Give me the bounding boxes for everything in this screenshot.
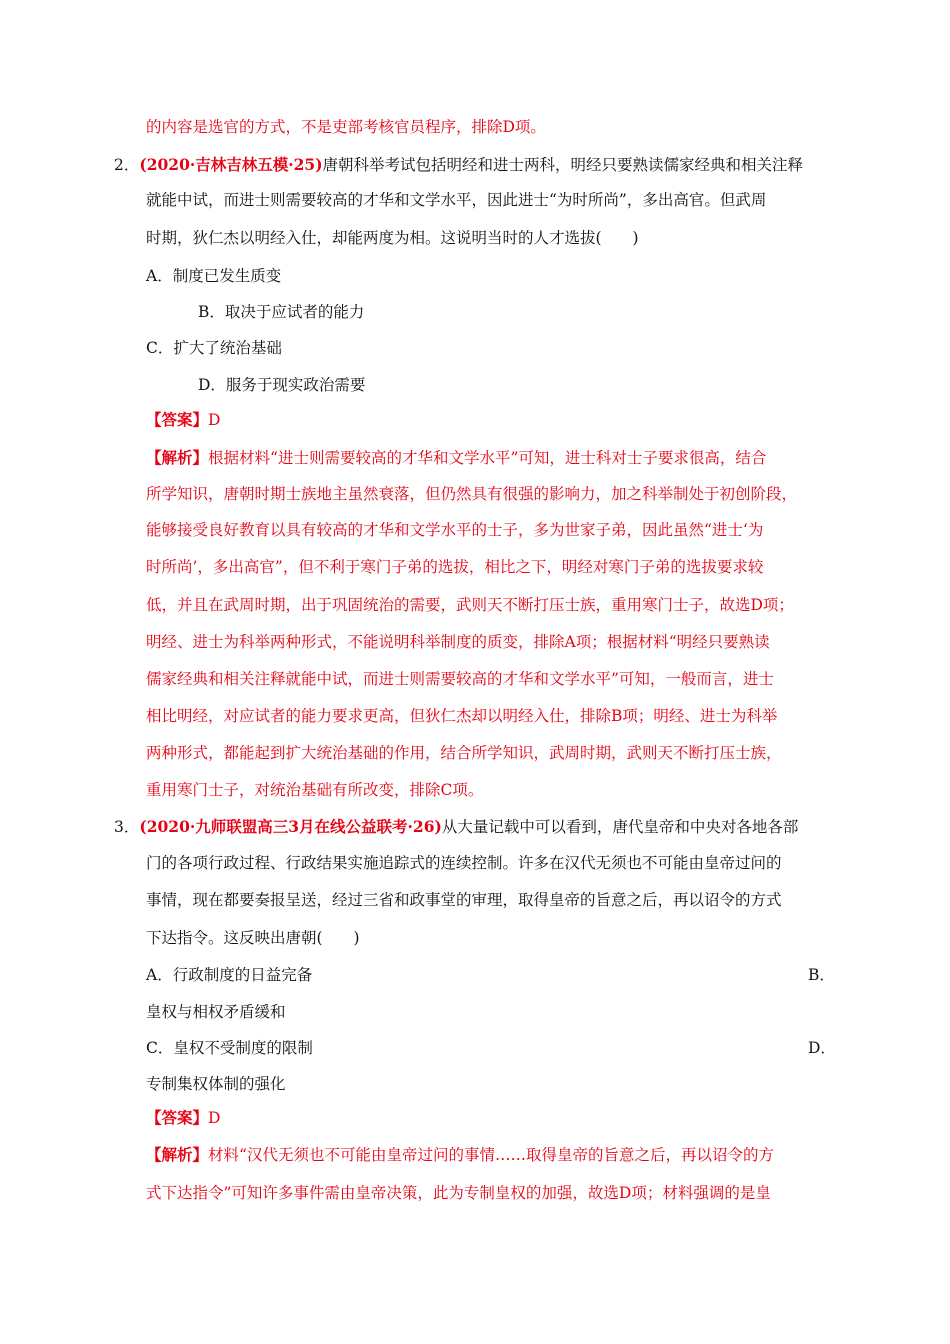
q3-source: (2020·九师联盟高三3月在线公益联考·26): [139, 817, 442, 836]
q2-option-d: D．服务于现实政治需要: [198, 376, 366, 394]
q2-number: 2．: [114, 156, 140, 174]
q3-stem-line-3: 事情，现在都要奏报呈送，经过三省和政事堂的审理，取得皇帝的旨意之后，再以诏令的方式: [146, 891, 782, 909]
q2-stem-line-1: [114, 155, 803, 175]
q2-answer-value: D: [208, 411, 221, 429]
q3-analysis-line-1: [146, 1145, 774, 1165]
q2-analysis-line-6: 明经、进士为科举两种形式，不能说明科举制度的质变，排除A项；根据材料“明经只要熟读: [146, 633, 770, 651]
q2-answer-label: 【答案】: [146, 410, 209, 429]
q2-stem-line-3: 时期，狄仁杰以明经入仕，却能两度为相。这说明当时的人才选拔( ): [146, 229, 639, 247]
q3-answer: [146, 1108, 220, 1128]
q2-analysis-line-5: 低，并且在武周时期，出于巩固统治的需要，武则天不断打压士族，重用寒门士子，故选D项；: [146, 596, 794, 614]
q2-stem-line-2: 就能中试，而进士则需要较高的才华和文学水平，因此进士“为时所尚”，多出高官。但武周: [146, 191, 767, 209]
q2-analysis-label: 【解析】: [146, 448, 209, 467]
q2-analysis-line-3: 能够接受良好教育以具有较高的才华和文学水平的士子，多为世家子弟，因此虽然“进士‘为: [146, 521, 764, 539]
q2-analysis-text-1: 根据材料“进士则需要较高的才华和文学水平”可知，进士科对士子要求很高，结合: [208, 449, 767, 467]
q3-option-c: C．皇权不受制度的限制: [146, 1039, 313, 1057]
q3-stem-text-1: 从大量记载中可以看到，唐代皇帝和中央对各地各部: [441, 818, 799, 836]
q3-number: 3．: [114, 818, 140, 836]
q3-analysis-text-1: 材料“汉代无须也不可能由皇帝过问的事情……取得皇帝的旨意之后，再以诏令的方: [208, 1146, 774, 1164]
q3-analysis-line-2: 式下达指令”可知许多事件需由皇帝决策，此为专制皇权的加强，故选D项；材料强调的是皇: [146, 1184, 771, 1202]
q2-analysis-line-2: 所学知识，唐朝时期士族地主虽然衰落，但仍然具有很强的影响力，加之科举制处于初创阶段，: [146, 485, 798, 503]
q2-answer: [146, 410, 220, 430]
q3-answer-value: D: [208, 1109, 221, 1127]
q2-analysis-line-8: 相比明经，对应试者的能力要求更高，但狄仁杰却以明经入仕，排除B项；明经、进士为科举: [146, 707, 778, 725]
q2-analysis-line-10: 重用寒门士子，对统治基础有所改变，排除C项。: [146, 781, 484, 799]
q2-stem-text-1: 唐朝科举考试包括明经和进士两科，明经只要熟读儒家经典和相关注释: [322, 156, 804, 174]
q3-stem-line-2: 门的各项行政过程、行政结果实施追踪式的连续控制。许多在汉代无须也不可能由皇帝过问的: [146, 854, 782, 872]
q3-option-d-text: 专制集权体制的强化: [146, 1075, 286, 1093]
q1-analysis-tail: 的内容是选官的方式，不是吏部考核官员程序，排除D项。: [146, 118, 546, 136]
q3-option-d-prefix: D．: [808, 1039, 836, 1057]
q3-stem-line-1: [114, 817, 798, 837]
q2-option-b: B．取决于应试者的能力: [198, 303, 365, 321]
q2-analysis-line-1: [146, 448, 766, 468]
q2-option-a: A．制度已发生质变: [146, 267, 282, 285]
q3-option-a: A．行政制度的日益完备: [146, 966, 313, 984]
q2-option-c: C．扩大了统治基础: [146, 339, 282, 357]
q3-answer-label: 【答案】: [146, 1108, 209, 1127]
q3-option-b-text: 皇权与相权矛盾缓和: [146, 1003, 286, 1021]
q2-analysis-line-7: 儒家经典和相关注释就能中试，而进士则需要较高的才华和文学水平”可知，一般而言，进士: [146, 670, 774, 688]
q3-analysis-label: 【解析】: [146, 1145, 209, 1164]
q2-analysis-line-9: 两种形式，都能起到扩大统治基础的作用，结合所学知识，武周时期，武则天不断打压士族，: [146, 744, 782, 762]
q2-analysis-line-4: 时所尚’，多出高官”，但不利于寒门子弟的选拔，相比之下，明经对寒门子弟的选拔要求较: [146, 558, 764, 576]
q3-stem-line-4: 下达指令。这反映出唐朝( ): [146, 929, 360, 947]
q2-source: (2020·吉林吉林五模·25): [139, 155, 323, 174]
q3-option-b-prefix: B．: [808, 966, 835, 984]
